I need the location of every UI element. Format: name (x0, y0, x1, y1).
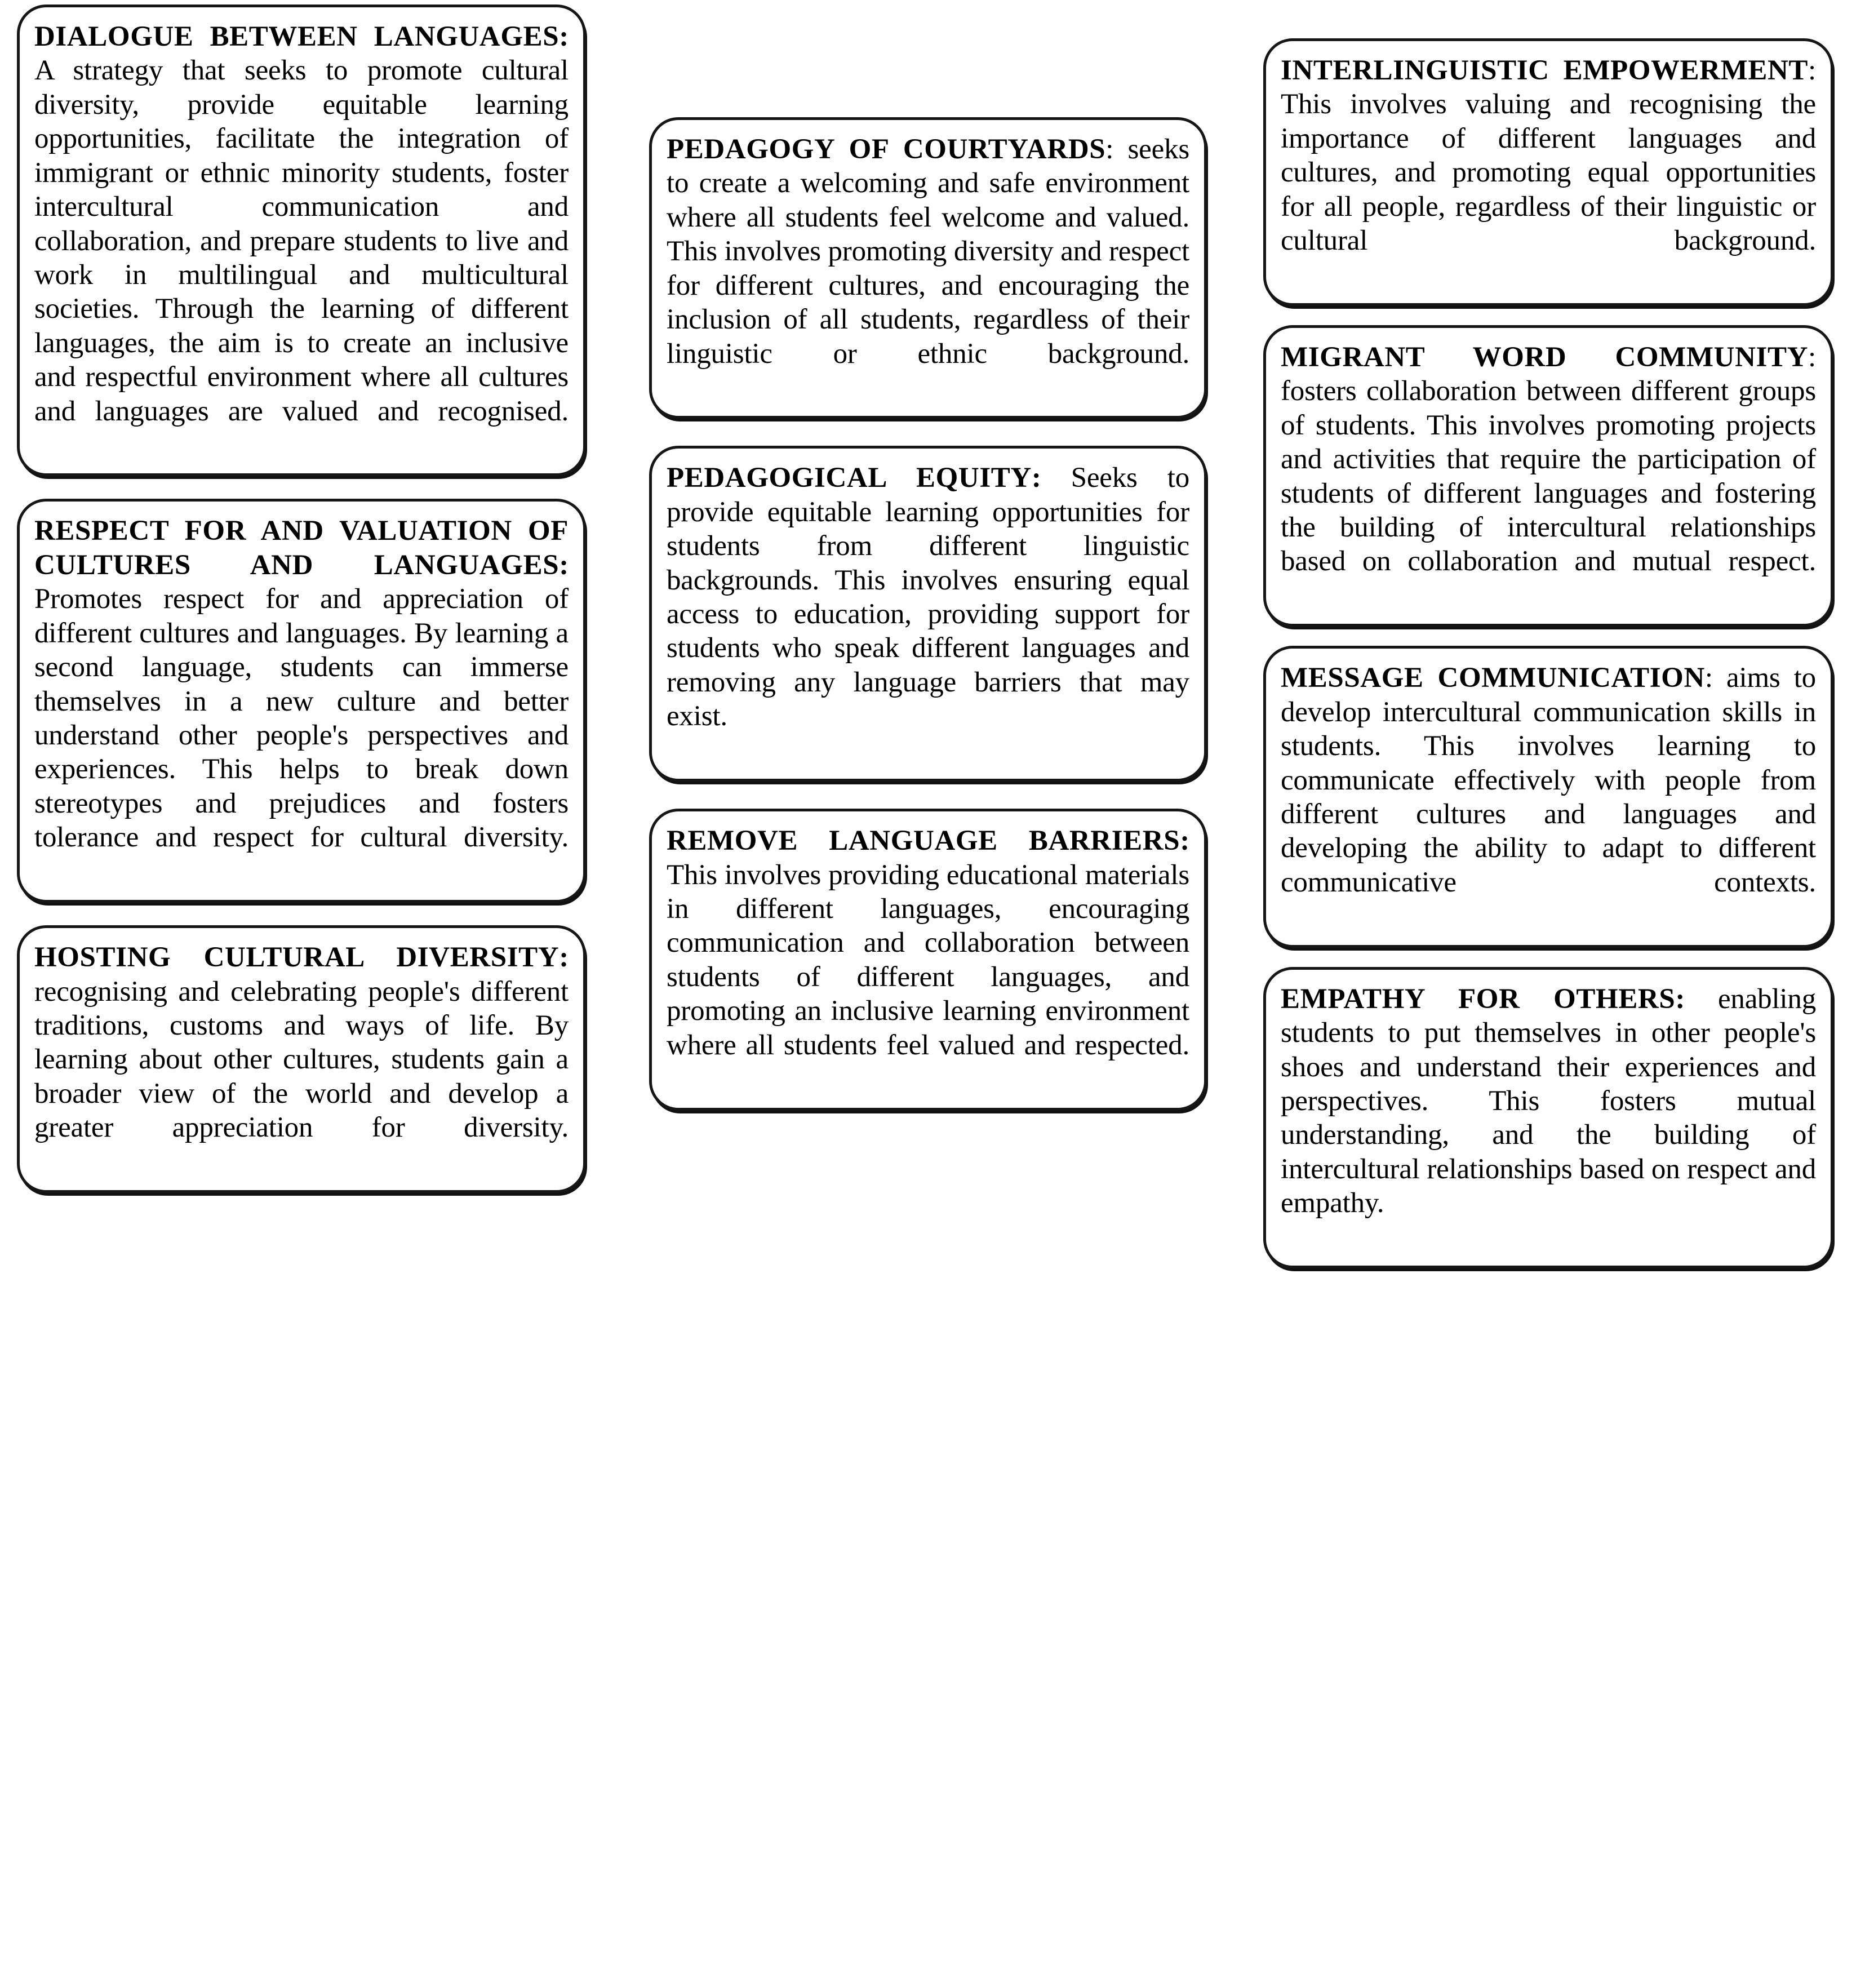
card-paragraph (667, 132, 1189, 405)
card-title: HOSTING CULTURAL DIVERSITY (34, 942, 560, 974)
column-middle (649, 0, 1207, 1111)
card-title: MESSAGE COMMUNICATION (1281, 662, 1705, 694)
card-paragraph (1281, 982, 1816, 1254)
concept-card-hosting-cultural-diversity (17, 925, 586, 1193)
card-separator: : (1031, 462, 1041, 494)
card-body: enabling students to put themselves in other people's shoes and understand their experiences and perspectives. This fosters mutual understanding, and the building of intercultural relationships based on respect and empathy. (1281, 983, 1816, 1219)
card-body: A strategy that seeks to promote cultural diversity, provide equitable learning opportunities, facilitate the integration of immigrant or ethnic minority students, foster intercultural communication and collaboration, and prepare students to live and work in multilingual and multicultural societies. Through the learning of different languages, the aim is to create an inclusive and respectful environment where all cultures and languages are valued and recognised. (34, 55, 569, 427)
column-left (17, 0, 586, 1193)
card-title: RESPECT FOR AND VALUATION OF CULTURES AND LANGUAGES (34, 515, 569, 581)
card-separator: : (1704, 662, 1713, 694)
concept-card-pedagogy-of-courtyards (649, 117, 1207, 419)
card-title: INTERLINGUISTIC EMPOWERMENT (1281, 55, 1809, 86)
card-title: DIALOGUE BETWEEN LANGUAGES (34, 21, 560, 52)
card-separator: : (1808, 341, 1816, 373)
card-paragraph (667, 824, 1189, 1096)
concept-card-migrant-word-community (1263, 325, 1833, 627)
card-paragraph (1281, 661, 1816, 933)
concept-card-dialogue-between-languages (17, 5, 586, 476)
card-body: Promotes respect for and appreciation of different cultures and languages. By learning a second language, students can immerse themselves in a new culture and better understand other people's perspectives and experiences. This helps to break down stereotypes and prejudices and fosters tolerance and respect for cultural diversity. (34, 583, 569, 854)
card-separator: : (1105, 134, 1114, 165)
card-title: PEDAGOGICAL EQUITY (667, 462, 1032, 494)
card-separator: : (1180, 825, 1189, 857)
card-separator: : (1675, 983, 1685, 1015)
card-paragraph (1281, 340, 1816, 613)
concept-card-message-communication (1263, 646, 1833, 947)
column-right (1263, 0, 1833, 1268)
card-separator: : (559, 942, 569, 974)
card-body: This involves valuing and recognising the importance of different languages and cultures, and promoting equal opportunities for all people, regardless of their linguistic or cultural background. (1281, 88, 1816, 257)
card-body: recognising and celebrating people's different traditions, customs and ways of life. By learning about other cultures, students gain a broader view of the world and develop a greater appreciation for diversity. (34, 975, 569, 1144)
concept-card-remove-language-barriers (649, 809, 1207, 1110)
card-paragraph (34, 20, 569, 462)
card-body: aims to develop intercultural communication skills in students. This involves learning to communicate effectively with people from different cultures and languages and developing the ability to adapt to different communicative contexts. (1281, 662, 1816, 898)
card-body: Seeks to provide equitable learning opportunities for students from different linguistic backgrounds. This involves ensuring equal access to education, providing support for students who speak different languages and removing any language barriers that may exist. (667, 462, 1189, 733)
card-separator: : (1808, 55, 1816, 86)
card-body: This involves providing educational materials in different languages, encouraging communication and collaboration between students of different languages, and promoting an inclusive learning environment where all students feel valued and respected. (667, 859, 1189, 1061)
concept-card-pedagogical-equity (649, 446, 1207, 782)
concept-card-respect-for-and-valuation-of-cultures-and-languages (17, 499, 586, 903)
card-separator: : (559, 21, 569, 52)
card-paragraph (34, 514, 569, 889)
card-paragraph (34, 940, 569, 1179)
card-body: fosters collaboration between different groups of students. This involves promoting projects and activities that require the participation of students of different languages and fostering the building of intercultural relationships based on collaboration and mutual respect. (1281, 375, 1816, 578)
card-paragraph (1281, 54, 1816, 292)
card-title: REMOVE LANGUAGE BARRIERS (667, 825, 1180, 857)
card-title: MIGRANT WORD COMMUNITY (1281, 341, 1809, 373)
card-body: seeks to create a welcoming and safe environment where all students feel welcome and valued. This involves promoting diversity and respect for different cultures, and encouraging the inclusion of all students, regardless of their linguistic or ethnic background. (667, 134, 1189, 370)
card-title: PEDAGOGY OF COURTYARDS (667, 134, 1106, 165)
concept-card-empathy-for-others (1263, 967, 1833, 1268)
card-separator: : (559, 549, 569, 581)
card-paragraph (667, 461, 1189, 767)
concept-card-interlinguistic-empowerment (1263, 38, 1833, 306)
card-title: EMPATHY FOR OTHERS (1281, 983, 1676, 1015)
